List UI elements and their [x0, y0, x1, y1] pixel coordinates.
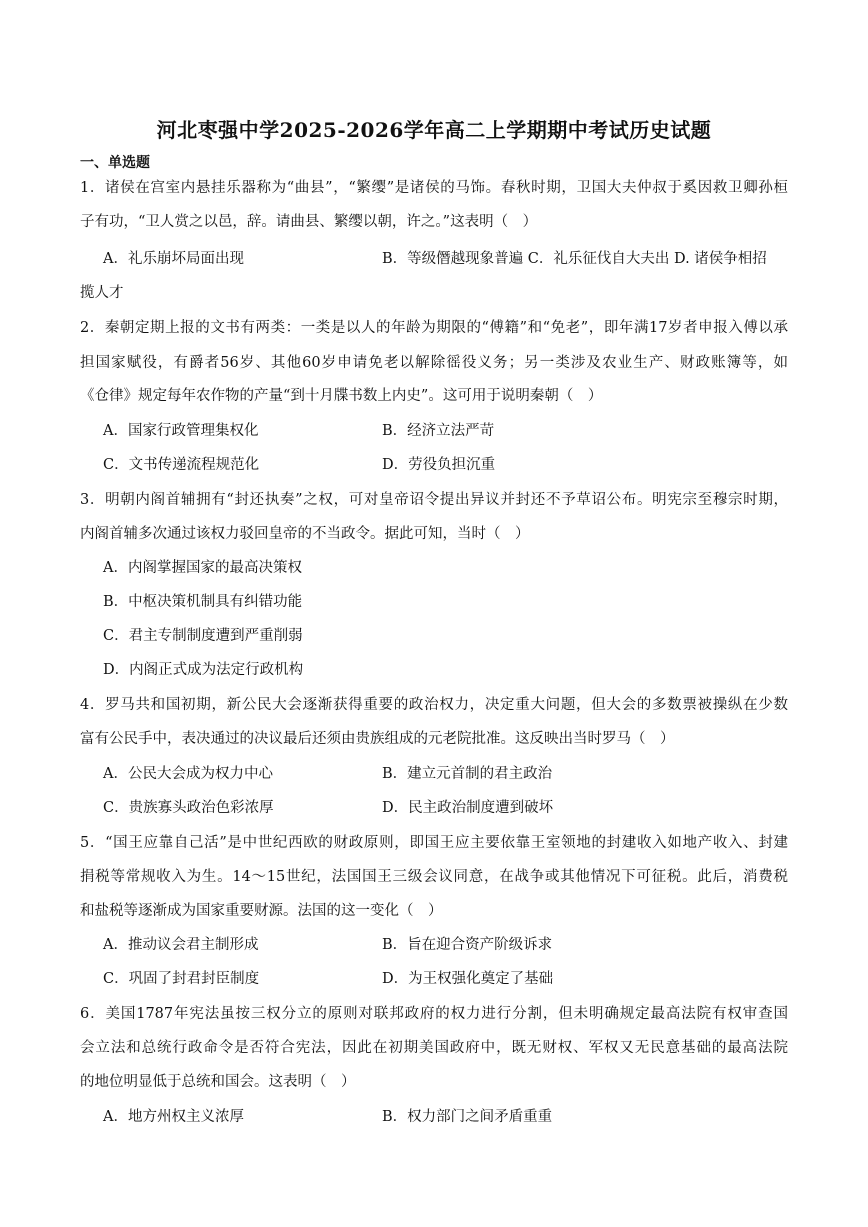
question-2-line-2: 担国家赋役，有爵者56岁、其他60岁申请免老以解除徭役义务；另一类涉及农业生产、财政账簿等，如: [80, 355, 788, 371]
question-5-line-3: 和盐税等逐渐成为国家重要财源。法国的这一变化（ ）: [80, 903, 443, 919]
question-3-option-c: C．君主专制制度遭到严重削弱: [103, 628, 303, 644]
question-1-line-2: 子有功，“卫人赏之以邑，辞。请曲县、繁缨以朝，许之。”这表明（ ）: [80, 214, 538, 230]
question-1-line-1: 1．诸侯在宫室内悬挂乐器称为“曲县”，“繁缨”是诸侯的马饰。春秋时期，卫国大夫仲叔于奚因救卫卿孙桓: [80, 180, 788, 196]
question-5-option-a: A．推动议会君主制形成: [103, 937, 259, 953]
question-3-line-2: 内阁首辅多次通过该权力驳回皇帝的不当政令。据此可知，当时（ ）: [80, 526, 530, 542]
question-2-option-a: A．国家行政管理集权化: [103, 423, 259, 439]
question-2-option-c: C．文书传递流程规范化: [103, 457, 260, 473]
question-4-option-d: D．民主政治制度遭到破坏: [382, 800, 554, 816]
question-2-option-d: D．劳役负担沉重: [382, 457, 496, 473]
question-1-option-d-cont: 揽人才: [80, 285, 124, 301]
question-4-option-b: B．建立元首制的君主政治: [382, 766, 553, 782]
question-3-option-a: A．内阁掌握国家的最高决策权: [103, 560, 302, 576]
question-6-line-1: 6．美国1787年宪法虽按三权分立的原则对联邦政府的权力进行分割，但未明确规定最高法院有权审查国: [80, 1006, 788, 1022]
question-6-line-2: 会立法和总统行政命令是否符合宪法，因此在初期美国政府中，既无财权、军权又无民意基础的最高法院: [80, 1040, 788, 1056]
question-4-option-a: A．公民大会成为权力中心: [103, 766, 273, 782]
question-1-option-a: A．礼乐崩坏局面出现: [103, 251, 244, 267]
question-3-line-1: 3．明朝内阁首辅拥有“封还执奏”之权，可对皇帝诏令提出异议并封还不予草诏公布。明宪宗至穆宗时期，: [80, 492, 788, 508]
page-title: 河北枣强中学2025-2026学年高二上学期期中考试历史试题: [156, 118, 712, 142]
question-2-option-b: B．经济立法严苛: [382, 423, 495, 439]
question-2-line-1: 2．秦朝定期上报的文书有两类：一类是以人的年龄为期限的“傅籍”和“免老”，即年满17岁者申报入傅以承: [80, 320, 788, 336]
question-6-option-a: A．地方州权主义浓厚: [103, 1109, 244, 1125]
question-2-line-3: 《仓律》规定每年农作物的产量“到十月牒书数上内史”。这可用于说明秦朝（ ）: [80, 388, 603, 404]
question-5-option-c: C．巩固了封君封臣制度: [103, 971, 260, 987]
question-3-option-b: B．中枢决策机制具有纠错功能: [103, 594, 303, 610]
question-5-line-1: 5．“国王应靠自己活”是中世纪西欧的财政原则，即国王应主要依靠王室领地的封建收入如地产收入、封建: [80, 835, 788, 851]
question-5-option-d: D．为王权强化奠定了基础: [382, 971, 554, 987]
question-3-option-d: D．内阁正式成为法定行政机构: [103, 662, 304, 678]
question-1-options-b-c-d: B．等级僭越现象普遍 C．礼乐征伐自大夫出 D. 诸侯争相招: [382, 251, 767, 267]
question-5-line-2: 捐税等常规收入为生。14～15世纪，法国国王三级会议同意，在战争或其他情况下可征税。此后，消费税: [80, 869, 788, 885]
question-4-line-2: 富有公民手中，表决通过的决议最后还须由贵族组成的元老院批准。这反映出当时罗马（ ）: [80, 731, 675, 747]
question-5-option-b: B．旨在迎合资产阶级诉求: [382, 937, 553, 953]
question-4-option-c: C．贵族寡头政治色彩浓厚: [103, 800, 274, 816]
question-4-line-1: 4．罗马共和国初期，新公民大会逐渐获得重要的政治权力，决定重大问题，但大会的多数票被操纵在少数: [80, 697, 788, 713]
question-6-line-3: 的地位明显低于总统和国会。这表明（ ）: [80, 1074, 356, 1090]
question-6-option-b: B．权力部门之间矛盾重重: [382, 1109, 553, 1125]
section-heading: 一、单选题: [80, 155, 150, 171]
